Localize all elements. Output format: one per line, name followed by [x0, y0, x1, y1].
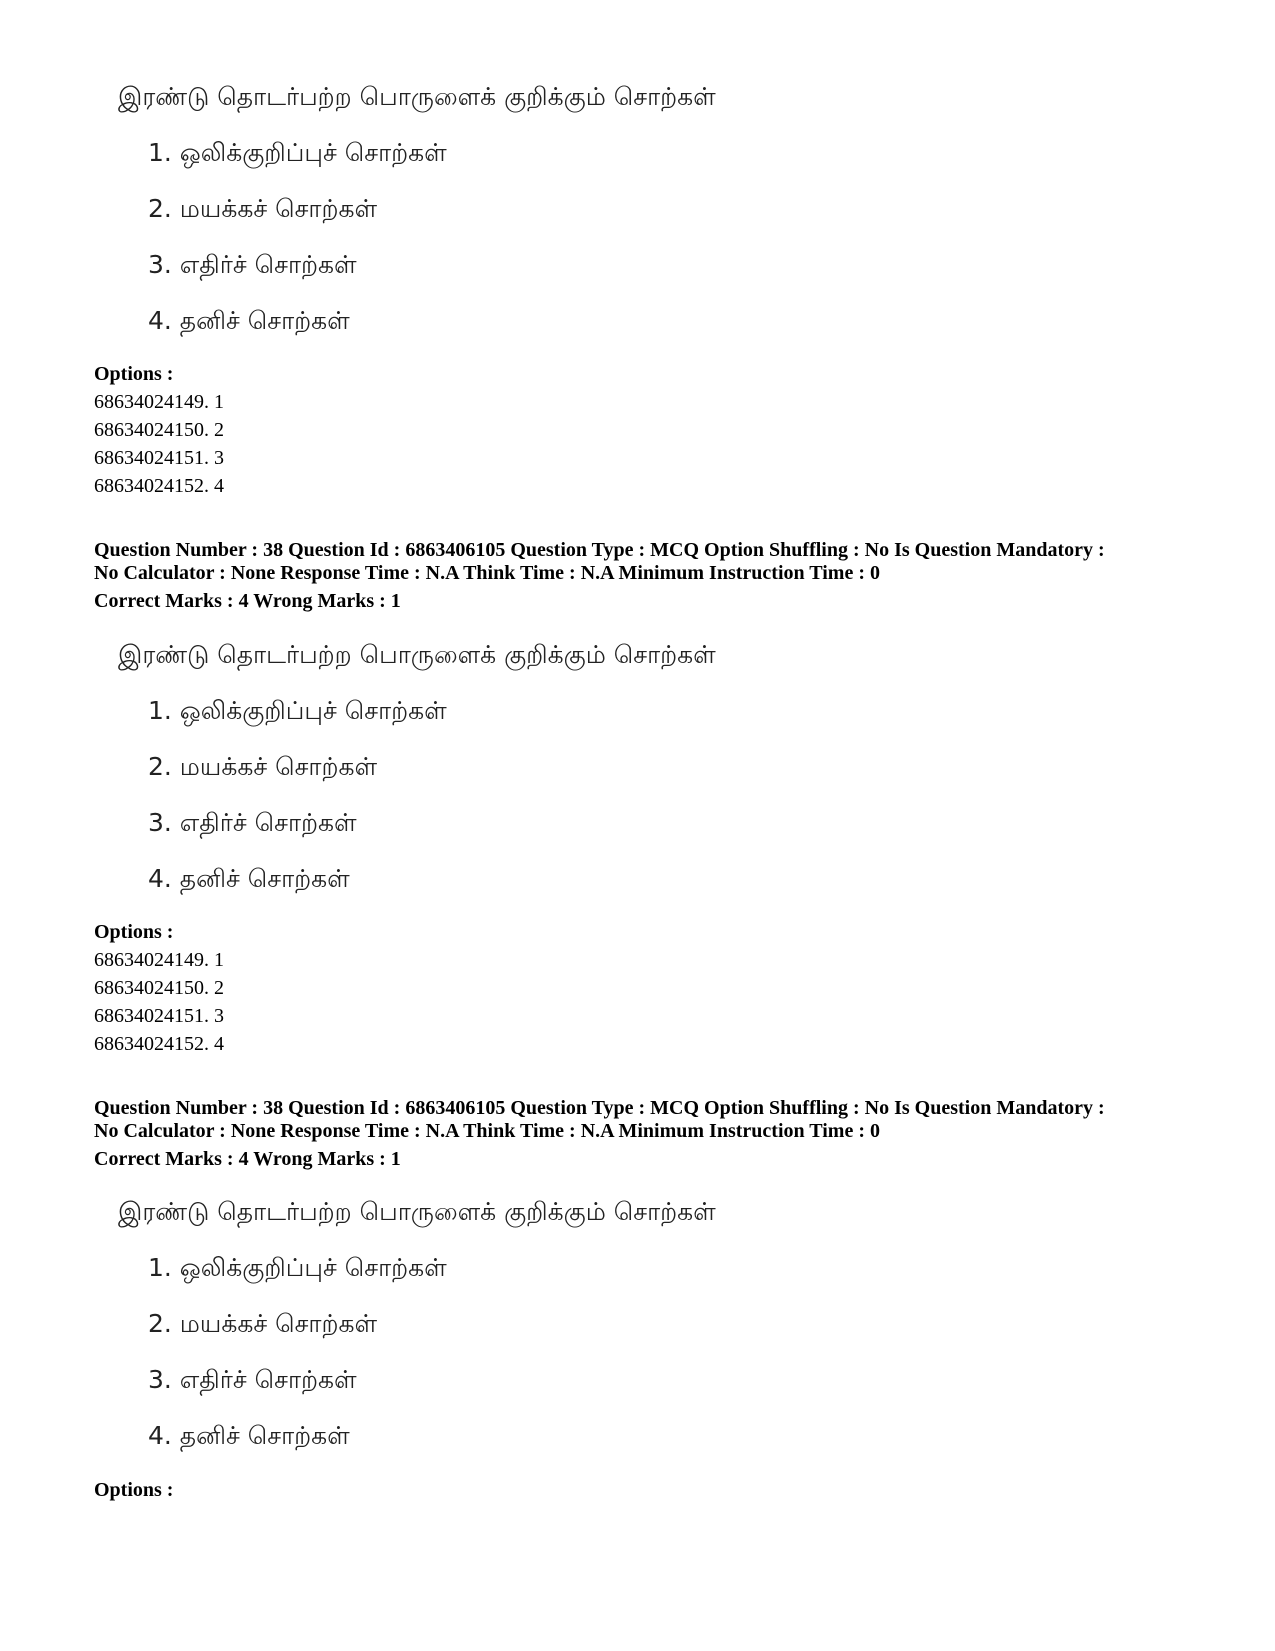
option-entry: 68634024150. 2 [94, 977, 224, 999]
question-text: இரண்டு தொடர்பற்ற பொருளைக் குறிக்கும் சொற்கள் [118, 82, 716, 111]
question-meta-line: No Calculator : None Response Time : N.A Think Time : N.A Minimum Instruction Time : 0 [94, 1120, 880, 1142]
question-text: இரண்டு தொடர்பற்ற பொருளைக் குறிக்கும் சொற்கள் [118, 640, 716, 669]
question-item: 4. தனிச் சொற்கள் [148, 1421, 350, 1450]
question-item: 4. தனிச் சொற்கள் [148, 864, 350, 893]
option-entry: 68634024151. 3 [94, 1005, 224, 1027]
option-entry: 68634024149. 1 [94, 949, 224, 971]
options-label: Options : [94, 921, 174, 943]
question-item: 4. தனிச் சொற்கள் [148, 306, 350, 335]
question-item: 1. ஒலிக்குறிப்புச் சொற்கள் [148, 1253, 447, 1282]
options-label: Options : [94, 1479, 174, 1501]
question-text: இரண்டு தொடர்பற்ற பொருளைக் குறிக்கும் சொற்கள் [118, 1197, 716, 1226]
option-entry: 68634024150. 2 [94, 419, 224, 441]
question-item: 1. ஒலிக்குறிப்புச் சொற்கள் [148, 138, 447, 167]
question-item: 3. எதிர்ச் சொற்கள் [148, 1365, 357, 1394]
question-item: 3. எதிர்ச் சொற்கள் [148, 808, 357, 837]
question-item: 2. மயக்கச் சொற்கள் [148, 1309, 378, 1338]
marks-line: Correct Marks : 4 Wrong Marks : 1 [94, 590, 401, 612]
question-meta-line: Question Number : 38 Question Id : 6863406105 Question Type : MCQ Option Shuffling : No Is Question Mandatory : [94, 1097, 1105, 1119]
marks-line: Correct Marks : 4 Wrong Marks : 1 [94, 1148, 401, 1170]
question-meta-line: Question Number : 38 Question Id : 6863406105 Question Type : MCQ Option Shuffling : No Is Question Mandatory : [94, 539, 1105, 561]
option-entry: 68634024152. 4 [94, 475, 224, 497]
option-entry: 68634024152. 4 [94, 1033, 224, 1055]
option-entry: 68634024149. 1 [94, 391, 224, 413]
question-item: 2. மயக்கச் சொற்கள் [148, 194, 378, 223]
question-meta-line: No Calculator : None Response Time : N.A Think Time : N.A Minimum Instruction Time : 0 [94, 562, 880, 584]
question-item: 2. மயக்கச் சொற்கள் [148, 752, 378, 781]
question-item: 1. ஒலிக்குறிப்புச் சொற்கள் [148, 696, 447, 725]
question-item: 3. எதிர்ச் சொற்கள் [148, 250, 357, 279]
option-entry: 68634024151. 3 [94, 447, 224, 469]
options-label: Options : [94, 363, 174, 385]
